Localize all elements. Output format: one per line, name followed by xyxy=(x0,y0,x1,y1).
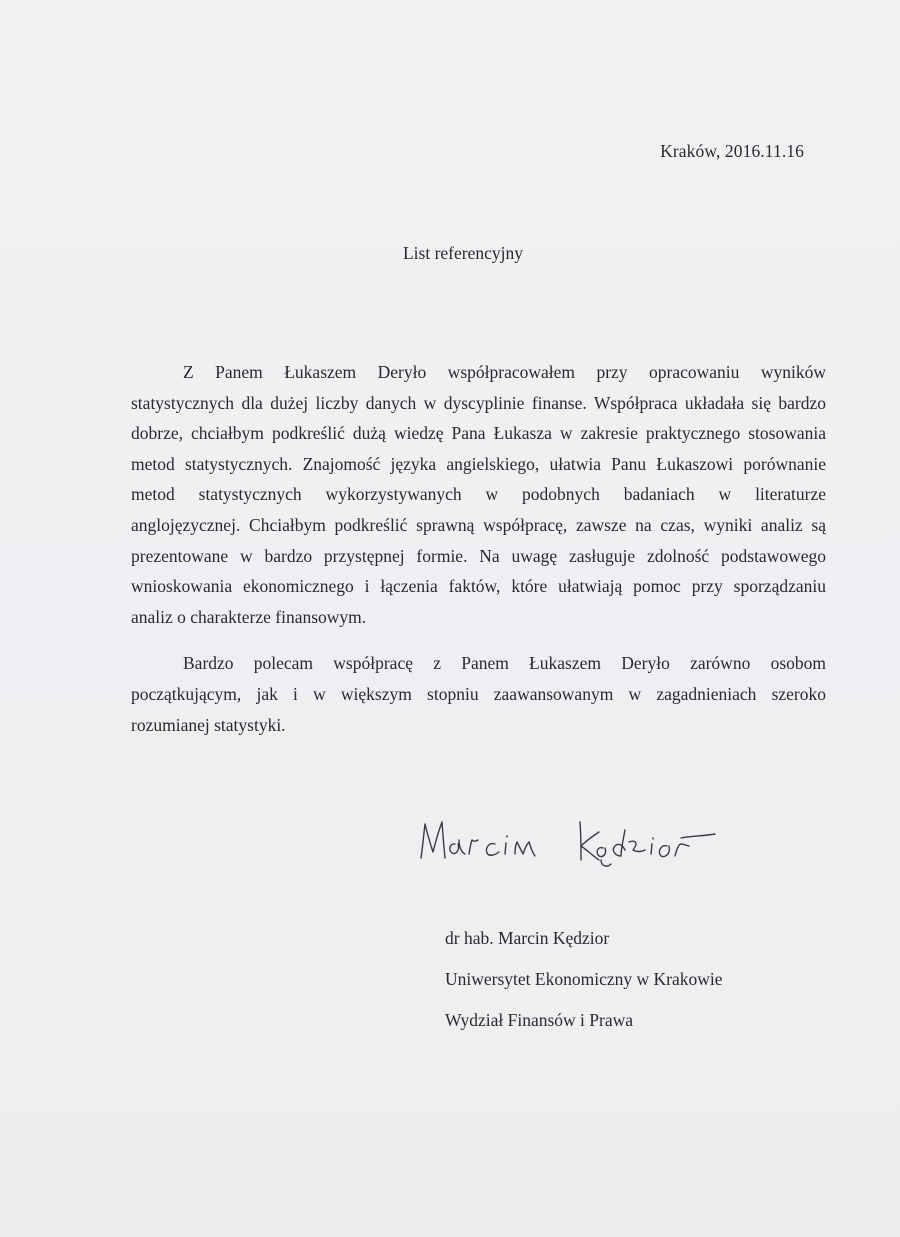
paragraph-2 xyxy=(131,648,826,740)
letter-title: List referencyjny xyxy=(402,243,523,263)
signatory-name: dr hab. Marcin Kędzior xyxy=(445,928,610,948)
handwritten-signature xyxy=(415,810,735,870)
body-line: metod statystycznych. Znajomość języka angielskiego, ułatwia Panu Łukaszowi porównanie xyxy=(131,453,826,474)
body-line: początkującym, jak i w większym stopniu zaawansowanym w zagadnieniach szeroko xyxy=(131,683,826,704)
place-date: Kraków, 2016.11.16 xyxy=(660,141,804,161)
paragraph-1 xyxy=(131,357,826,632)
body-line: metod statystycznych wykorzystywanych w podobnych badaniach w literaturze xyxy=(131,484,826,505)
body-line: statystycznych dla dużej liczby danych w dyscyplinie finanse. Współpraca układała się bardzo xyxy=(131,392,826,413)
signatory-institution: Uniwersytet Ekonomiczny w Krakowie xyxy=(445,969,723,989)
body-line: prezentowane w bardzo przystępnej formie. Na uwagę zasługuje zdolność podstawowego xyxy=(131,545,826,566)
signatory-faculty: Wydział Finansów i Prawa xyxy=(445,1010,634,1030)
body-line: Bardzo polecam współpracę z Panem Łukaszem Deryło zarówno osobom xyxy=(183,653,826,674)
letter-body xyxy=(131,357,826,740)
body-line: Z Panem Łukaszem Deryło współpracowałem przy opracowaniu wyników xyxy=(183,362,826,382)
body-line: dobrze, chciałbym podkreślić dużą wiedzę Pana Łukasza w zakresie praktycznego stosowania xyxy=(131,423,826,444)
body-line: analiz o charakterze finansowym. xyxy=(131,606,367,627)
signature-block xyxy=(445,918,723,1041)
body-line: wnioskowania ekonomicznego i łączenia faktów, które ułatwiają pomoc przy sporządzaniu xyxy=(131,576,826,597)
body-line: rozumianej statystyki. xyxy=(131,714,286,735)
body-line: anglojęzycznej. Chciałbym podkreślić sprawną współpracę, zawsze na czas, wyniki analiz są xyxy=(131,514,826,535)
